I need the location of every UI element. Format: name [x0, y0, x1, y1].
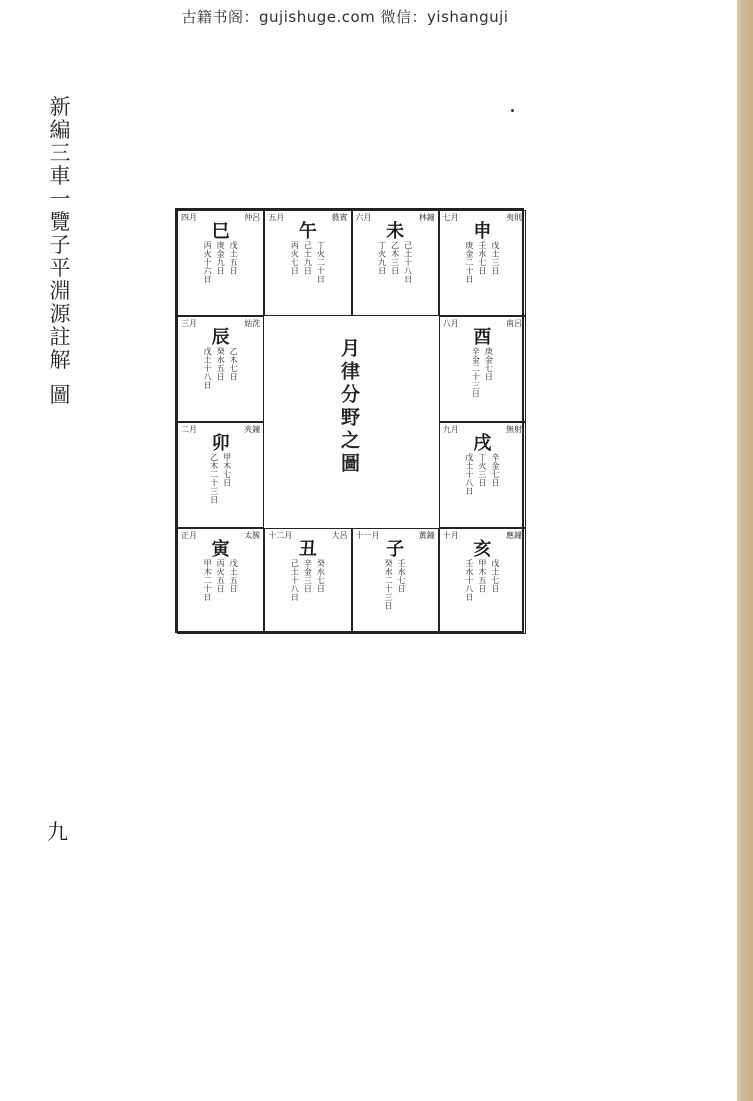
cell-tag: 夾鐘 — [244, 425, 261, 434]
watermark: 古籍书阁：gujishuge.com 微信：yishanguji — [181, 8, 509, 26]
cell-month: 正月 — [181, 531, 197, 540]
cell-entry: 甲木七日 — [222, 453, 232, 487]
cell-entry: 癸水七日 — [316, 559, 326, 593]
cell-month: 三月 — [181, 319, 197, 328]
cell-entry: 戊土十八日 — [203, 347, 213, 390]
cell-branch: 子 — [386, 539, 405, 560]
cell-entry: 乙木七日 — [229, 347, 239, 381]
cell-entry: 己土十八日 — [403, 241, 413, 284]
cell-branch: 寅 — [211, 539, 230, 560]
cell-entries — [440, 453, 525, 496]
page-number: 九 — [47, 820, 68, 844]
cell-entry: 甲木二十日 — [203, 559, 213, 602]
cell-tag: 蕤賓 — [331, 213, 348, 222]
cell-tag: 林鐘 — [418, 213, 435, 222]
cell-entries — [440, 559, 525, 602]
page-edge — [737, 0, 753, 1101]
cell-branch: 亥 — [473, 539, 492, 560]
chart-cell-4 — [439, 210, 526, 316]
cell-month: 九月 — [442, 425, 459, 434]
cell-tag: 無射 — [506, 425, 522, 434]
cell-entry: 壬水七日 — [477, 241, 487, 275]
cell-entry: 丁火三日 — [477, 453, 487, 487]
chart-cell-9 — [177, 528, 264, 634]
cell-branch: 卯 — [211, 433, 230, 454]
cell-month: 十一月 — [355, 531, 380, 540]
cell-entries — [178, 347, 263, 390]
cell-entry: 癸水五日 — [216, 347, 226, 381]
cell-entry: 辛金三日 — [303, 559, 313, 593]
chart-cell-11 — [352, 528, 439, 634]
cell-entries — [353, 241, 438, 284]
cell-month: 六月 — [355, 213, 372, 222]
cell-branch: 辰 — [211, 327, 230, 348]
cell-branch: 巳 — [211, 221, 230, 242]
cell-branch: 申 — [473, 221, 492, 242]
chart-center-title: 月律分野之圖 — [338, 338, 360, 476]
print-speck — [511, 109, 514, 112]
section-label: 圖 — [49, 383, 71, 407]
cell-month: 十二月 — [268, 531, 293, 540]
cell-entry: 乙木二十三日 — [209, 453, 219, 504]
chart-cell-8 — [439, 422, 526, 528]
cell-entries — [178, 453, 263, 504]
cell-entry: 戊土五日 — [229, 241, 239, 275]
cell-entry: 丁火二十日 — [316, 241, 326, 284]
month-division-chart — [175, 208, 524, 633]
cell-branch: 午 — [298, 221, 317, 242]
cell-month: 五月 — [268, 213, 285, 222]
cell-tag: 姑洗 — [244, 319, 261, 328]
cell-entry: 庚金九日 — [216, 241, 226, 275]
cell-entry: 丙火七日 — [290, 241, 300, 275]
chart-cell-5 — [177, 316, 264, 422]
cell-entry: 甲木五日 — [477, 559, 487, 593]
cell-entry: 壬水七日 — [397, 559, 407, 593]
cell-entry: 戊土十八日 — [464, 453, 474, 496]
cell-branch: 戌 — [473, 433, 492, 454]
cell-branch: 丑 — [298, 539, 317, 560]
cell-entry: 戊土三日 — [490, 241, 500, 275]
cell-month: 四月 — [181, 213, 197, 222]
cell-entries — [178, 241, 263, 284]
cell-tag: 太簇 — [244, 531, 261, 540]
cell-entries — [265, 241, 350, 284]
cell-tag: 仲呂 — [244, 213, 261, 222]
cell-entry: 庚金二十日 — [464, 241, 474, 284]
cell-entry: 己土九日 — [303, 241, 313, 275]
cell-branch: 酉 — [473, 327, 492, 348]
cell-tag: 應鐘 — [506, 531, 522, 540]
cell-entries — [178, 559, 263, 602]
cell-branch: 未 — [386, 221, 405, 242]
cell-entry: 丙火十六日 — [203, 241, 213, 284]
cell-tag: 夷則 — [506, 213, 522, 222]
cell-tag: 大呂 — [331, 531, 348, 540]
chart-cell-6 — [439, 316, 526, 422]
cell-month: 七月 — [442, 213, 459, 222]
cell-month: 八月 — [442, 319, 459, 328]
cell-entry: 丙火五日 — [216, 559, 226, 593]
cell-entry: 壬水十八日 — [464, 559, 474, 602]
chart-cell-2 — [264, 210, 351, 316]
cell-month: 十月 — [442, 531, 459, 540]
cell-entry: 己土十八日 — [290, 559, 300, 602]
chart-cell-3 — [352, 210, 439, 316]
cell-entry: 辛金七日 — [490, 453, 500, 487]
cell-entry: 癸水二十三日 — [384, 559, 394, 610]
cell-entries — [265, 559, 350, 602]
chart-center — [264, 316, 438, 528]
book-title-text: 新編三車一覽子平淵源註解 — [49, 95, 71, 372]
cell-entry: 丁火九日 — [377, 241, 387, 275]
cell-entry: 辛金二十三日 — [471, 347, 481, 398]
cell-entries — [440, 241, 525, 284]
cell-entry: 戊土五日 — [229, 559, 239, 593]
cell-tag: 南呂 — [506, 319, 522, 328]
book-title — [48, 96, 72, 407]
chart-cell-10 — [264, 528, 351, 634]
cell-tag: 黃鐘 — [418, 531, 435, 540]
cell-entry: 乙木三日 — [390, 241, 400, 275]
cell-entry: 庚金七日 — [484, 347, 494, 381]
chart-cell-7 — [177, 422, 264, 528]
chart-cell-12 — [439, 528, 526, 634]
cell-entries — [440, 347, 525, 398]
cell-month: 二月 — [181, 425, 197, 434]
chart-cell-1 — [177, 210, 264, 316]
cell-entry: 戊土七日 — [490, 559, 500, 593]
cell-entries — [353, 559, 438, 610]
